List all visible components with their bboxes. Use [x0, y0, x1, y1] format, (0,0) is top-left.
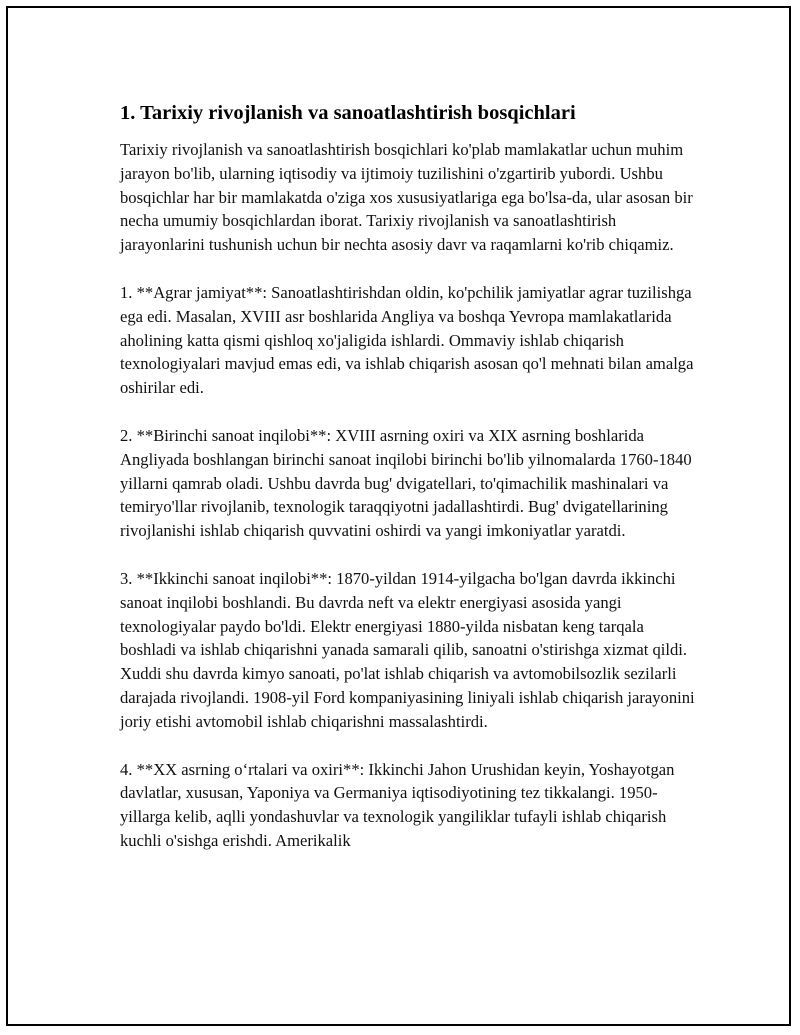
intro-paragraph: Tarixiy rivojlanish va sanoatlashtirish bosqichlari ko'plab mamlakatlar uchun muhim jarayon bo'lib, ularning iqtisodiy va ijtimoiy tuzilishini o'zgartirib yubordi. Ushbu bosqichlar har bir mamlakatda o'ziga xos xususiyatlariga ega bo'lsa-da, ular asosan bir necha umumiy bosqichlardan iborat. Tarixiy rivojlanish va sanoatlashtirish jarayonlarini tushunish uchun bir nechta asosiy davr va raqamlarni ko'rib chiqamiz.	[120, 140, 693, 255]
section-heading: 1. Tarixiy rivojlanish va sanoatlashtirish bosqichlari	[120, 102, 576, 124]
paragraph-birinchi-sanoat-inqilobi: 2. **Birinchi sanoat inqilobi**: XVIII asrning oxiri va XIX asrning boshlarida Angliyada boshlangan birinchi sanoat inqilobi birinchi bo'lib yilnomalarda 1760-1840 yillarni qamrab oladi. Ushbu davrda bug' dvigatellari, to'qimachilik mashinalari va temiryo'llar rivojlanib, texnologik taraqqiyotni jadallashtirdi. Bug' dvigatellarining rivojlanishi ishlab chiqarish quvvatini oshirdi va yangi imkoniyatlar yaratdi.	[120, 425, 692, 541]
document-page	[6, 6, 791, 1026]
document-content	[120, 100, 695, 877]
paragraph-xx-asr: 4. **XX asrning o‘rtalari va oxiri**: Ikkinchi Jahon Urushidan keyin, Yoshayotgan davlatlar, xususan, Yaponiya va Germaniya iqtisodiyotining tez tikkalangi. 1950-yillarga kelib, aqlli yondashuvlar va texnologik yangiliklar tufayli ishlab chiqarish kuchli o'sishga erishdi. Amerikalik	[120, 759, 675, 850]
paragraph-agrar-jamiyat: 1. **Agrar jamiyat**: Sanoatlashtirishdan oldin, ko'pchilik jamiyatlar agrar tuzilishga ega edi. Masalan, XVIII asr boshlarida Angliya va boshqa Yevropa mamlakatlarida aholining katta qismi qishloq xo'jaligida ishlardi. Ommaviy ishlab chiqarish texnologiyalari mavjud emas edi, va ishlab chiqarish asosan qo'l mehnati bilan amalga oshirilar edi.	[120, 282, 694, 398]
paragraph-ikkinchi-sanoat-inqilobi: 3. **Ikkinchi sanoat inqilobi**: 1870-yildan 1914-yilgacha bo'lgan davrda ikkinchi sanoat inqilobi boshlandi. Bu davrda neft va elektr energiyasi asosida yangi texnologiyalar paydo bo'ldi. Elektr energiyasi 1880-yilda nisbatan keng tarqala boshladi va ishlab chiqarishni yanada samarali qilib, sanoatni o'stirishga xizmat qildi. Xuddi shu davrda kimyo sanoati, po'lat ishlab chiqarish va avtomobilsozlik sezilarli darajada rivojlandi. 1908-yil Ford kompaniyasining liniyali ishlab chiqarish jarayonini joriy etishi avtomobil ishlab chiqarishni massalashtirdi.	[120, 568, 695, 731]
